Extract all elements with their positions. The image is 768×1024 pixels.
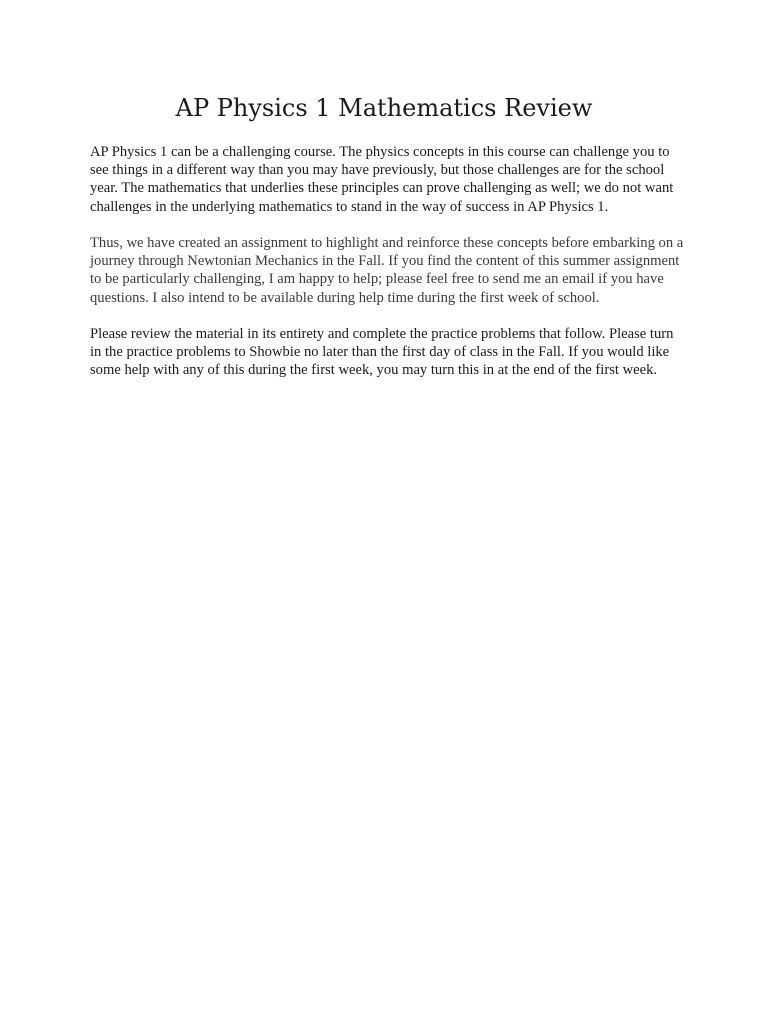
page-title: AP Physics 1 Mathematics Review [175, 94, 593, 122]
paragraph-instructions: Please review the material in its entirety and complete the practice problems that follow. Please turn in the practice problems to Showbie no later than the first day of class in the Fall. If you would like some help with any of this during the first week, you may turn this in at the end of the first week. [90, 326, 674, 379]
document-body [90, 143, 686, 398]
paragraph-intro: AP Physics 1 can be a challenging course. The physics concepts in this course can challenge you to see things in a different way than you may have previously, but those challenges are for the school year. The mathematics that underlies these principles can prove challenging as well; we do not want challenges in the underlying mathematics to stand in the way of success in AP Physics 1. [90, 144, 674, 215]
paragraph-assignment: Thus, we have created an assignment to highlight and reinforce these concepts before embarking on a journey through Newtonian Mechanics in the Fall. If you find the content of this summer assignment to be particularly challenging, I am happy to help; please feel free to send me an email if you have questions. I also intend to be available during help time during the first week of school. [90, 235, 684, 306]
